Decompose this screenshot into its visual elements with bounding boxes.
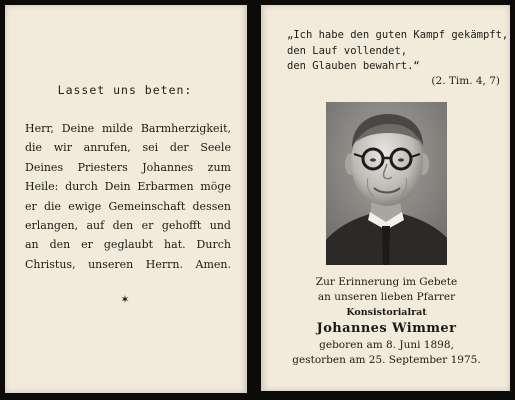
prayer-heading: Lasset uns beten:: [57, 83, 193, 97]
prayer-word: Seele: [200, 141, 231, 155]
prayer-word: den: [49, 238, 71, 252]
prayer-word: Herrn.: [145, 257, 183, 271]
prayer-word: Durch: [196, 238, 231, 252]
prayer-word: erlangen,: [25, 219, 79, 233]
prayer-word: hat.: [164, 238, 186, 252]
prayer-word: und: [209, 219, 231, 233]
left-page: [5, 5, 247, 393]
prayer-word: wir: [53, 141, 72, 155]
prayer-word: der: [169, 141, 189, 155]
prayer-line: [25, 216, 231, 235]
prayer-word: Barmherzigkeit,: [140, 122, 231, 135]
prayer-line: [25, 119, 231, 138]
deceased-title: Konsistorialrat: [346, 307, 427, 318]
prayer-word: Gemeinschaft: [108, 199, 186, 213]
prayer-word: Christus,: [25, 257, 76, 271]
prayer-word: er: [25, 199, 37, 213]
right-page: [261, 5, 510, 391]
prayer-word: er: [141, 219, 154, 233]
quote-reference: (2. Tim. 4, 7): [431, 75, 500, 87]
prayer-word: sei: [142, 141, 159, 155]
portrait-photo: [326, 102, 447, 265]
prayer-line: [25, 138, 231, 157]
bible-quote: [287, 28, 511, 75]
birth-date: geboren am 8. Juni 1898,: [319, 339, 454, 351]
prayer-word: Heile:: [25, 180, 59, 194]
prayer-word: unseren: [88, 257, 134, 271]
prayer-word: Deines: [25, 160, 64, 174]
prayer-line: [25, 177, 231, 196]
prayer-word: die: [25, 141, 43, 155]
prayer-word: anrufen,: [83, 141, 131, 155]
prayer-word: Erbarmen: [137, 180, 194, 194]
prayer-word: Deine: [61, 122, 95, 135]
prayer-word: Amen.: [195, 257, 231, 271]
prayer-word: ewige: [68, 199, 102, 213]
prayer-line: [25, 197, 231, 216]
prayer-word: Priesters: [77, 160, 128, 174]
prayer-word: dessen: [192, 199, 231, 213]
memorial-text: [263, 275, 510, 368]
quote-line: den Glauben bewahrt.“: [287, 60, 420, 72]
quote-line: den Lauf vollendet,: [287, 44, 408, 57]
prayer-line: [25, 255, 231, 274]
prayer-word: den: [112, 219, 134, 233]
prayer-word: gehofft: [161, 219, 202, 233]
prayer-word: die: [44, 199, 62, 213]
memorial-line: an unseren lieben Pfarrer: [317, 291, 456, 303]
prayer-word: Herr,: [25, 122, 54, 135]
prayer-word: er: [81, 238, 93, 252]
prayer-line: [25, 235, 231, 254]
prayer-text: [25, 119, 231, 274]
prayer-word: Dein: [104, 180, 131, 194]
prayer-word: möge: [200, 180, 231, 194]
prayer-word: milde: [102, 122, 134, 135]
prayer-word: an: [25, 238, 39, 252]
star-ornament-icon: ✶: [120, 293, 130, 306]
prayer-word: zum: [207, 160, 231, 174]
prayer-word: auf: [86, 219, 105, 233]
deceased-name: Johannes Wimmer: [316, 321, 457, 336]
quote-line: „Ich habe den guten Kampf gekämpft,: [287, 29, 509, 41]
prayer-word: geglaubt: [103, 238, 154, 252]
memorial-line: Zur Erinnerung im Gebete: [315, 276, 458, 288]
prayer-word: durch: [65, 180, 98, 194]
death-date: gestorben am 25. September 1975.: [292, 354, 481, 366]
prayer-word: Johannes: [142, 160, 194, 174]
prayer-line: [25, 158, 231, 177]
